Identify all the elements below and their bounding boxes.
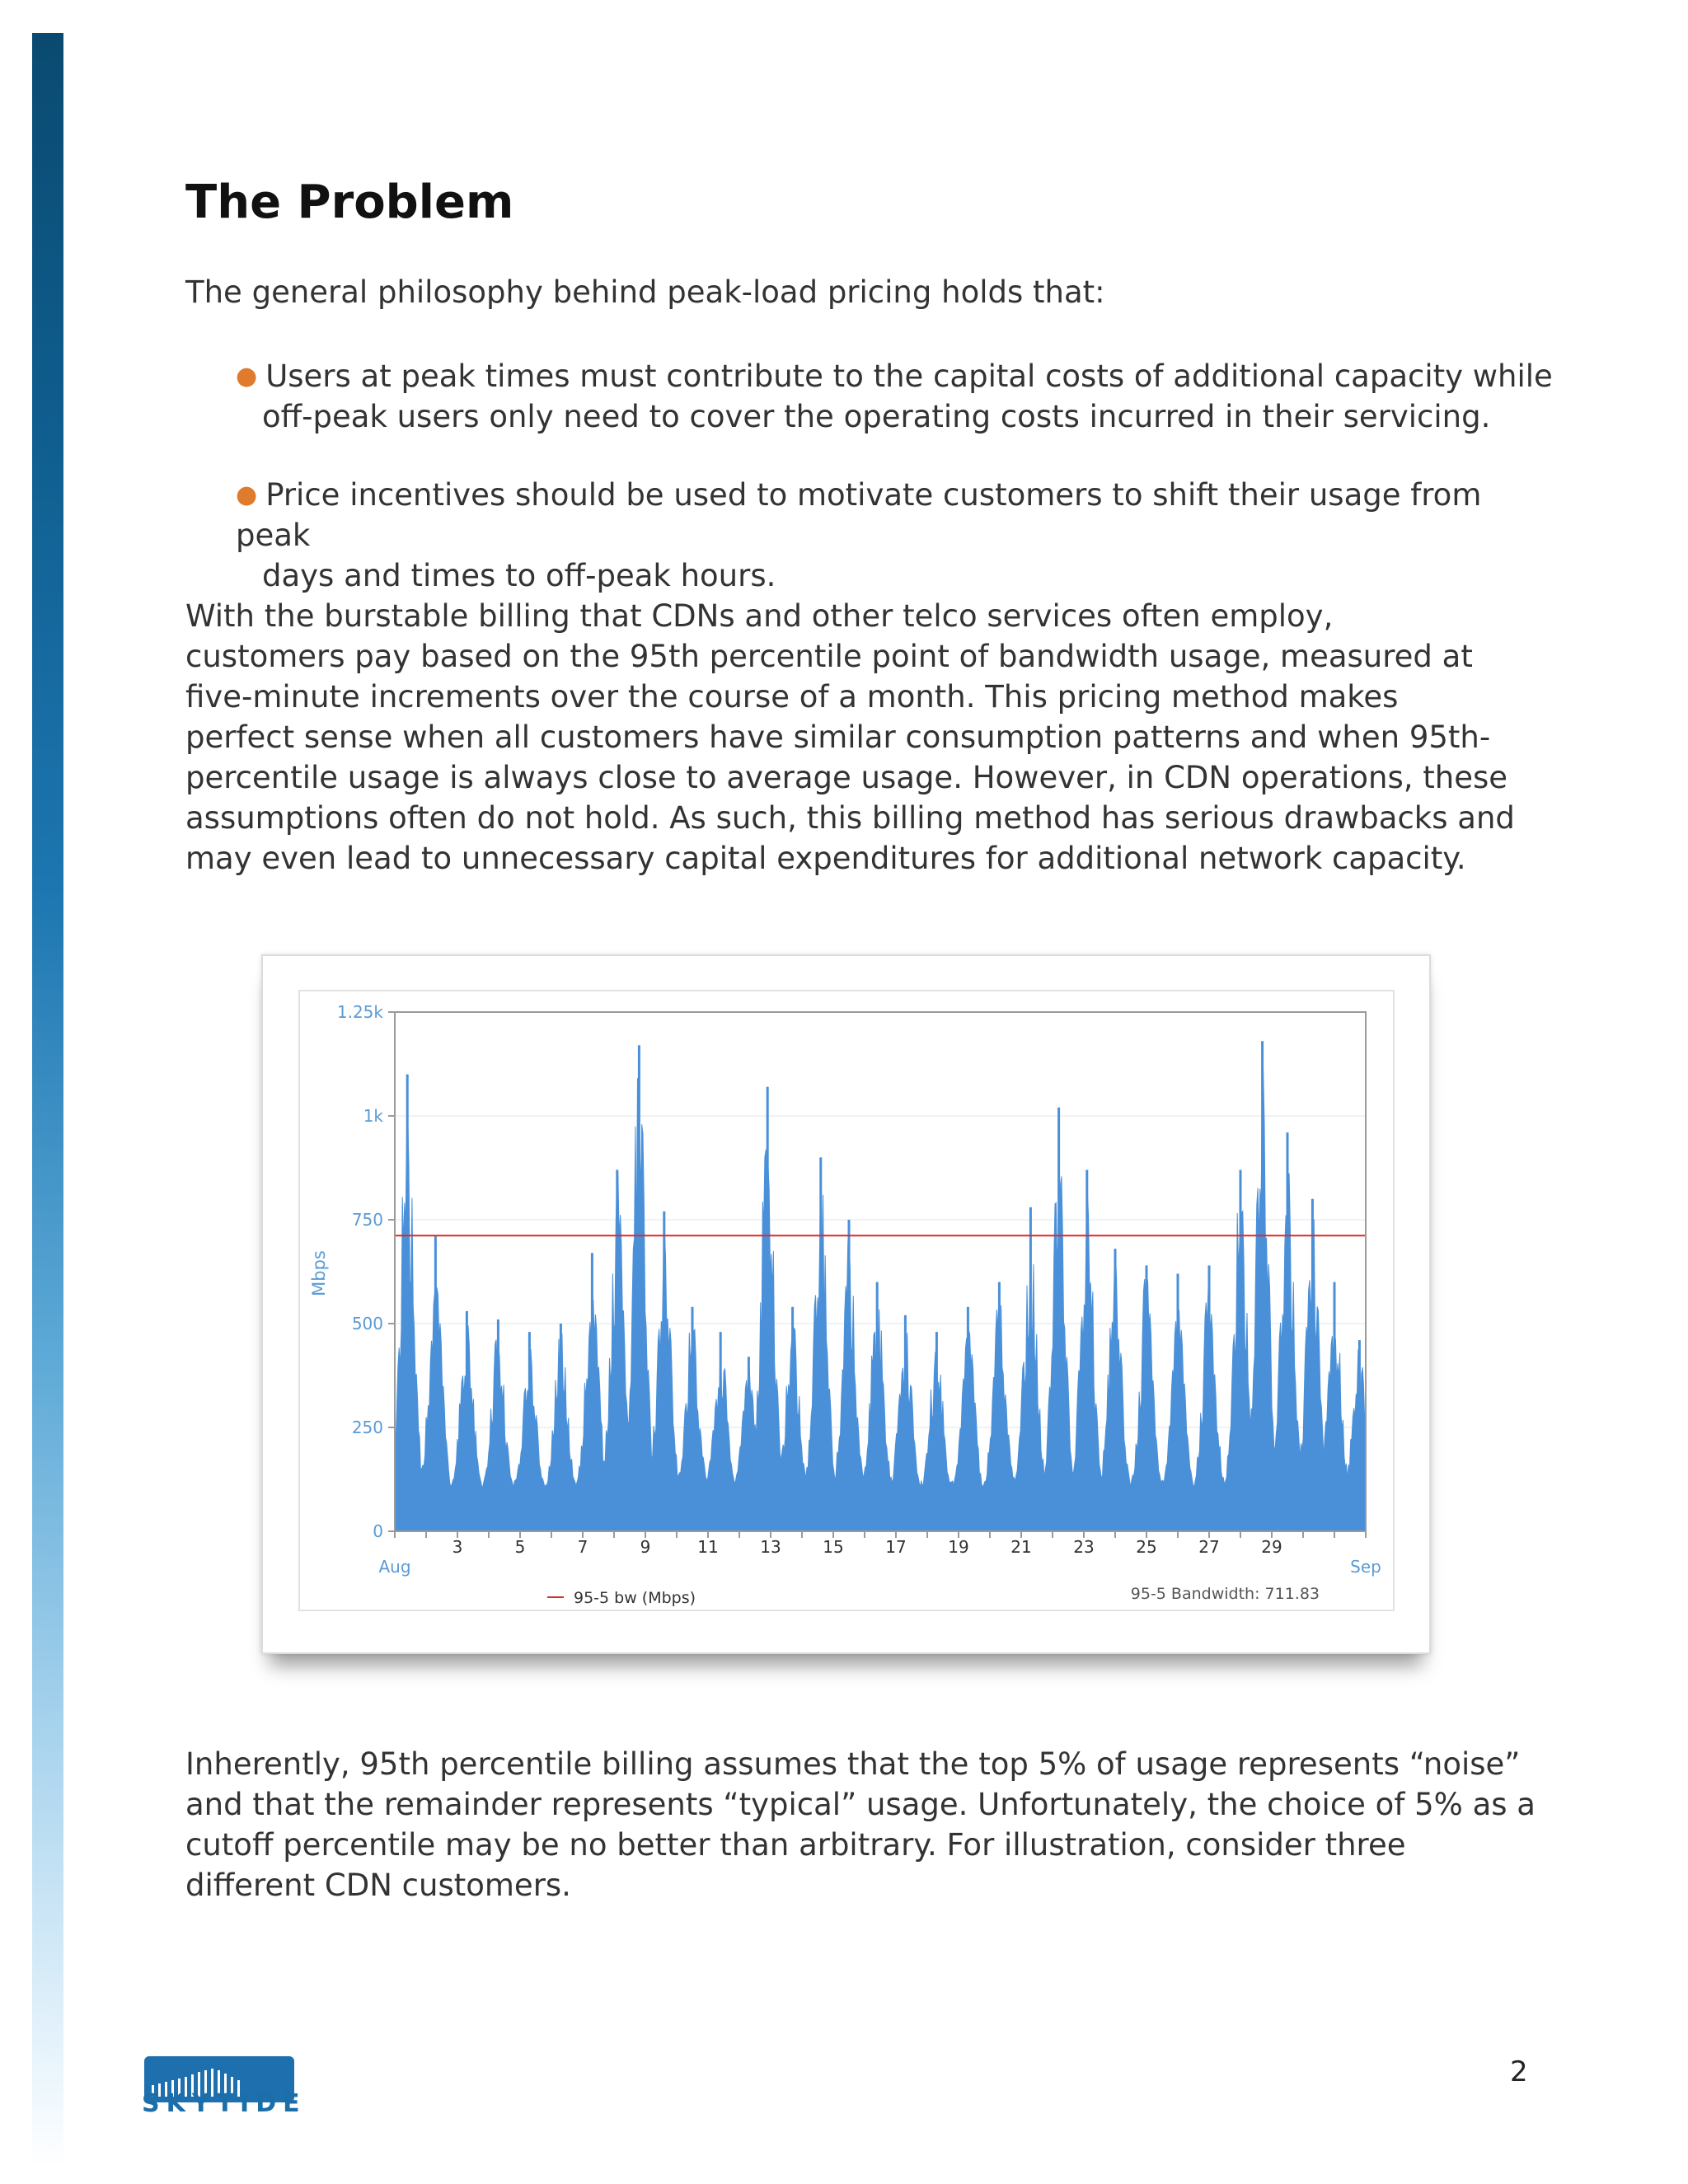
paragraph-line: percentile usage is always close to average usage. However, in CDN operations, these <box>185 760 1508 795</box>
logo-wordmark: SKYTIDE <box>142 2089 307 2118</box>
paragraph-line: different CDN customers. <box>185 1868 571 1903</box>
billing-paragraph <box>185 596 1515 879</box>
paragraph-line: perfect sense when all customers have similar consumption patterns and when 95th- <box>185 719 1491 755</box>
y-tick-label: 1k <box>363 1106 383 1126</box>
x-tick-label: 3 <box>452 1537 463 1557</box>
bullet-item <box>236 356 1554 437</box>
bullet-text-line2: days and times to off-peak hours. <box>262 558 776 593</box>
x-axis-end-label: Sep <box>1350 1557 1381 1577</box>
closing-paragraph <box>185 1744 1536 1905</box>
paragraph-line: customers pay based on the 95th percentile point of bandwidth usage, measured at <box>185 639 1473 674</box>
x-tick-label: 19 <box>948 1537 969 1557</box>
x-tick-label: 5 <box>514 1537 526 1557</box>
bullet-text-line1: Users at peak times must contribute to the capital costs of additional capacity while <box>265 359 1553 394</box>
x-tick-label: 21 <box>1010 1537 1032 1557</box>
paragraph-line: may even lead to unnecessary capital expenditures for additional network capacity. <box>185 841 1466 876</box>
x-tick-label: 7 <box>577 1537 588 1557</box>
bandwidth-chart <box>261 954 1431 1654</box>
bandwidth-chart-svg <box>263 956 1429 1652</box>
intro-paragraph: The general philosophy behind peak-load pricing holds that: <box>185 274 1105 310</box>
bullet-dot-icon: ● <box>236 362 258 391</box>
x-tick-label: 23 <box>1073 1537 1095 1557</box>
y-tick-label: 0 <box>373 1521 383 1541</box>
paragraph-line: cutoff percentile may be no better than arbitrary. For illustration, consider three <box>185 1827 1406 1863</box>
y-tick-label: 500 <box>351 1314 383 1333</box>
x-tick-label: 11 <box>697 1537 719 1557</box>
bandwidth-annotation: 95-5 Bandwidth: 711.83 <box>1130 1585 1320 1603</box>
bullet-dot-icon: ● <box>236 480 258 509</box>
legend-label: 95-5 bw (Mbps) <box>574 1589 696 1607</box>
y-tick-label: 750 <box>351 1210 383 1230</box>
x-tick-label: 9 <box>640 1537 651 1557</box>
paragraph-line: With the burstable billing that CDNs and other telco services often employ, <box>185 598 1334 634</box>
paragraph-line: Inherently, 95th percentile billing assumes that the top 5% of usage represents “noise” <box>185 1746 1521 1782</box>
y-axis-label: Mbps <box>309 1250 329 1296</box>
paragraph-line: assumptions often do not hold. As such, this billing method has serious drawbacks and <box>185 800 1515 836</box>
x-axis-start-label: Aug <box>378 1557 411 1577</box>
page-number: 2 <box>1510 2055 1528 2088</box>
bullet-item <box>236 475 1554 596</box>
x-tick-label: 25 <box>1136 1537 1157 1557</box>
x-tick-label: 15 <box>823 1537 844 1557</box>
left-accent-bar <box>32 33 63 2168</box>
bullet-text-line1: Price incentives should be used to motivate customers to shift their usage from peak <box>236 477 1482 553</box>
x-tick-label: 29 <box>1261 1537 1282 1557</box>
y-tick-label: 1.25k <box>336 1002 383 1022</box>
paragraph-line: five-minute increments over the course of a month. This pricing method makes <box>185 679 1399 715</box>
x-tick-label: 27 <box>1198 1537 1220 1557</box>
page-title: The Problem <box>185 176 514 229</box>
y-tick-label: 250 <box>351 1418 383 1437</box>
x-tick-label: 17 <box>885 1537 907 1557</box>
bullet-text-line2: off-peak users only need to cover the operating costs incurred in their servicing. <box>262 399 1491 434</box>
x-tick-label: 13 <box>760 1537 781 1557</box>
paragraph-line: and that the remainder represents “typical” usage. Unfortunately, the choice of 5% as a <box>185 1787 1536 1822</box>
